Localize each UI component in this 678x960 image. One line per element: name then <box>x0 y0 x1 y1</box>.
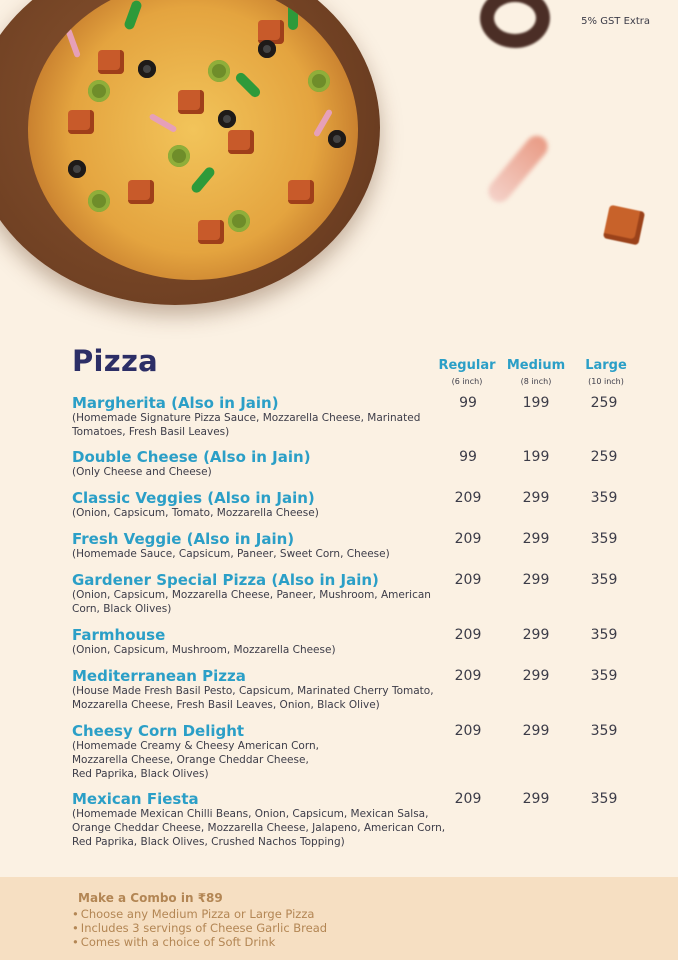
size-label: Medium <box>506 358 566 373</box>
item-description: (Onion, Capsicum, Mushroom, Mozzarella Cheese) <box>72 644 336 656</box>
paneer-topping <box>98 50 124 74</box>
menu-item <box>72 489 632 521</box>
paneer-topping <box>178 90 204 114</box>
pepper-topping <box>190 165 217 194</box>
item-name: Double Cheese (Also in Jain) <box>72 448 311 466</box>
pepper-topping <box>123 0 143 31</box>
olive-topping <box>258 40 276 58</box>
item-description: (Onion, Capsicum, Mozzarella Cheese, Paneer, Mushroom, American Corn, Black Olives) <box>72 589 431 615</box>
item-name: Farmhouse <box>72 626 166 644</box>
paneer-cube-image <box>603 205 645 246</box>
item-name: Margherita (Also in Jain) <box>72 394 279 412</box>
olive-topping <box>138 60 156 78</box>
price-regular: 209 <box>454 723 482 739</box>
olive-topping <box>218 110 236 128</box>
price-medium: 299 <box>522 627 550 643</box>
price-medium: 199 <box>522 395 550 411</box>
price-regular: 209 <box>454 572 482 588</box>
price-regular: 209 <box>454 791 482 807</box>
paneer-topping <box>68 110 94 134</box>
combo-point: • Includes 3 servings of Cheese Garlic Bread <box>72 921 327 935</box>
item-description: (Homemade Mexican Chilli Beans, Onion, Capsicum, Mexican Salsa, Orange Cheddar Cheese, Mozzarella Cheese, Jalapeno, American Corn, Red Paprika, Black Olives, Crushed Nachos Topping) <box>72 808 446 848</box>
price-medium: 299 <box>522 723 550 739</box>
price-large: 359 <box>590 668 618 684</box>
menu-item <box>72 790 632 849</box>
size-header-large <box>571 358 641 386</box>
menu-item <box>72 571 632 617</box>
price-medium: 299 <box>522 791 550 807</box>
menu-item <box>72 722 632 781</box>
olive-topping <box>68 160 86 178</box>
price-medium: 299 <box>522 490 550 506</box>
combo-banner <box>0 877 678 960</box>
price-regular: 99 <box>459 395 477 411</box>
price-large: 259 <box>590 395 618 411</box>
section-title: Pizza <box>72 344 159 378</box>
item-description: (Onion, Capsicum, Tomato, Mozzarella Cheese) <box>72 507 319 519</box>
price-medium: 299 <box>522 668 550 684</box>
menu-item <box>72 448 632 480</box>
paneer-topping <box>288 180 314 204</box>
price-large: 359 <box>590 572 618 588</box>
combo-title: Make a Combo in ₹89 <box>78 891 223 905</box>
pepper-topping <box>234 71 262 99</box>
item-description: (House Made Fresh Basil Pesto, Capsicum, Marinated Cherry Tomato, Mozzarella Cheese, Fresh Basil Leaves, Onion, Black Olive) <box>72 685 434 711</box>
jalapeno-topping <box>168 145 190 167</box>
gst-note: 5% GST Extra <box>581 16 650 27</box>
paneer-topping <box>228 130 254 154</box>
item-name: Mexican Fiesta <box>72 790 199 808</box>
price-regular: 209 <box>454 668 482 684</box>
menu-item <box>72 394 632 440</box>
size-label: Regular <box>438 358 496 373</box>
combo-point: • Comes with a choice of Soft Drink <box>72 935 327 949</box>
size-detail: (8 inch) <box>520 377 552 386</box>
price-regular: 209 <box>454 531 482 547</box>
price-large: 259 <box>590 449 618 465</box>
jalapeno-topping <box>228 210 250 232</box>
paneer-topping <box>198 220 224 244</box>
item-name: Classic Veggies (Also in Jain) <box>72 489 315 507</box>
price-large: 359 <box>590 531 618 547</box>
size-header-medium <box>501 358 571 386</box>
item-name: Fresh Veggie (Also in Jain) <box>72 530 295 548</box>
price-medium: 299 <box>522 572 550 588</box>
price-regular: 99 <box>459 449 477 465</box>
price-medium: 299 <box>522 531 550 547</box>
price-regular: 209 <box>454 627 482 643</box>
onion-ring-image <box>480 0 550 48</box>
item-description: (Homemade Creamy & Cheesy American Corn, Mozzarella Cheese, Orange Cheddar Cheese, Red Paprika, Black Olives) <box>72 740 319 780</box>
price-medium: 199 <box>522 449 550 465</box>
onion-topping <box>149 113 178 133</box>
size-detail: (6 inch) <box>451 377 483 386</box>
size-label: Large <box>585 358 627 373</box>
size-detail: (10 inch) <box>588 377 624 386</box>
item-name: Mediterranean Pizza <box>72 667 246 685</box>
jalapeno-topping <box>88 190 110 212</box>
pepper-topping <box>288 0 298 30</box>
size-header-regular <box>432 358 502 386</box>
price-large: 359 <box>590 791 618 807</box>
item-name: Cheesy Corn Delight <box>72 722 245 740</box>
onion-slice-image <box>484 131 552 206</box>
menu-item <box>72 626 632 658</box>
menu-item <box>72 667 632 713</box>
item-description: (Homemade Sauce, Capsicum, Paneer, Sweet Corn, Cheese) <box>72 548 390 560</box>
item-name: Gardener Special Pizza (Also in Jain) <box>72 571 379 589</box>
olive-topping <box>328 130 346 148</box>
jalapeno-topping <box>208 60 230 82</box>
item-description: (Homemade Signature Pizza Sauce, Mozzarella Cheese, Marinated Tomatoes, Fresh Basil Leaves) <box>72 412 421 438</box>
combo-list <box>72 907 327 949</box>
paneer-topping <box>128 180 154 204</box>
price-large: 359 <box>590 490 618 506</box>
price-large: 359 <box>590 723 618 739</box>
menu-item <box>72 530 632 562</box>
jalapeno-topping <box>308 70 330 92</box>
combo-point: • Choose any Medium Pizza or Large Pizza <box>72 907 327 921</box>
price-large: 359 <box>590 627 618 643</box>
jalapeno-topping <box>88 80 110 102</box>
item-description: (Only Cheese and Cheese) <box>72 466 212 478</box>
onion-topping <box>65 28 81 58</box>
price-regular: 209 <box>454 490 482 506</box>
